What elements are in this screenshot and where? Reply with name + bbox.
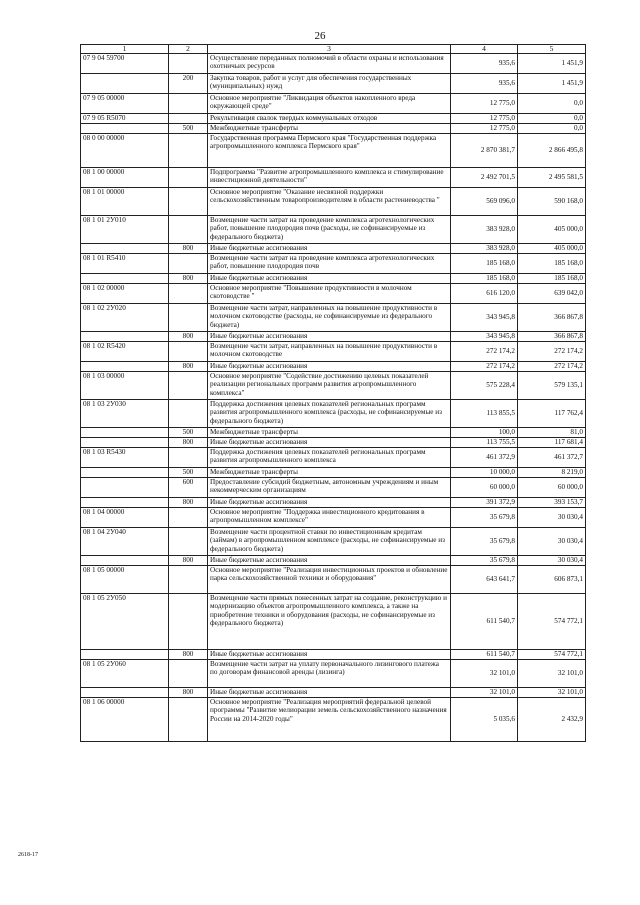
type-cell: [169, 114, 208, 124]
value-2019-cell: 117 681,4: [518, 438, 586, 448]
table-row: [81, 438, 586, 448]
type-cell: [169, 168, 208, 188]
type-cell: [169, 94, 208, 114]
value-2018-cell: 2 492 701,5: [451, 168, 518, 188]
type-cell: [169, 188, 208, 216]
name-cell: Основное мероприятие "Оказание несвязной поддержки сельскохозяйственным товаропроизводителям в области растениеводства ": [208, 188, 451, 216]
type-cell: [169, 304, 208, 332]
name-cell: Межбюджетные трансферты: [208, 468, 451, 478]
value-2019-cell: 32 101,0: [518, 688, 586, 698]
type-cell: 800: [169, 688, 208, 698]
type-cell: 800: [169, 362, 208, 372]
table-row: [81, 508, 586, 528]
header-cell-4: 4: [451, 45, 518, 54]
table-row: [81, 332, 586, 342]
value-2019-cell: 393 153,7: [518, 498, 586, 508]
type-cell: 800: [169, 438, 208, 448]
value-2018-cell: 32 101,0: [451, 660, 518, 688]
code-cell: [81, 556, 169, 566]
value-2019-cell: 2 495 581,5: [518, 168, 586, 188]
code-cell: 08 1 01 2У010: [81, 216, 169, 244]
type-cell: 800: [169, 274, 208, 284]
value-2018-cell: 383 928,0: [451, 244, 518, 254]
table-row: [81, 188, 586, 216]
type-cell: [169, 528, 208, 556]
code-cell: 08 1 03 2У030: [81, 400, 169, 428]
value-2019-cell: 0,0: [518, 94, 586, 114]
code-cell: [81, 244, 169, 254]
table-row: [81, 304, 586, 332]
value-2019-cell: 574 772,1: [518, 594, 586, 650]
code-cell: 08 1 04 00000: [81, 508, 169, 528]
budget-table: [80, 44, 586, 742]
table-row: [81, 244, 586, 254]
name-cell: Поддержка достижения целевых показателей региональных программ развития агропромышленного комплекса: [208, 448, 451, 468]
table-header-row: [81, 45, 586, 54]
type-cell: [169, 216, 208, 244]
value-2019-cell: 366 867,8: [518, 332, 586, 342]
value-2019-cell: 60 000,0: [518, 478, 586, 498]
name-cell: Основное мероприятие "Поддержка инвестиционного кредитования в агропромышленном комплексе": [208, 508, 451, 528]
type-cell: 500: [169, 124, 208, 134]
value-2019-cell: 30 030,4: [518, 528, 586, 556]
type-cell: [169, 134, 208, 168]
name-cell: Рекультивация свалок твердых коммунальных отходов: [208, 114, 451, 124]
value-2019-cell: 185 168,0: [518, 254, 586, 274]
table-row: [81, 114, 586, 124]
name-cell: Иные бюджетные ассигнования: [208, 438, 451, 448]
table-row: [81, 448, 586, 468]
value-2018-cell: 343 945,8: [451, 332, 518, 342]
code-cell: [81, 274, 169, 284]
value-2019-cell: 30 030,4: [518, 508, 586, 528]
value-2019-cell: 590 168,0: [518, 188, 586, 216]
type-cell: 600: [169, 478, 208, 498]
name-cell: Иные бюджетные ассигнования: [208, 362, 451, 372]
value-2019-cell: 2 432,9: [518, 698, 586, 742]
code-cell: 07 9 05 R5070: [81, 114, 169, 124]
table-row: [81, 74, 586, 94]
name-cell: Иные бюджетные ассигнования: [208, 244, 451, 254]
type-cell: 800: [169, 498, 208, 508]
value-2018-cell: 12 775,0: [451, 124, 518, 134]
value-2019-cell: 405 000,0: [518, 244, 586, 254]
type-cell: 500: [169, 428, 208, 438]
table-row: [81, 688, 586, 698]
name-cell: Основное мероприятие "Содействие достижению целевых показателей реализации региональных программ развития агропромышленного комплекса": [208, 372, 451, 400]
name-cell: Предоставление субсидий бюджетным, автономным учреждениям и иным некоммерческим организациям: [208, 478, 451, 498]
code-cell: [81, 688, 169, 698]
type-cell: [169, 698, 208, 742]
value-2018-cell: 5 035,6: [451, 698, 518, 742]
code-cell: 07 9 05 00000: [81, 94, 169, 114]
type-cell: [169, 342, 208, 362]
code-cell: 08 1 06 00000: [81, 698, 169, 742]
value-2018-cell: 12 775,0: [451, 114, 518, 124]
name-cell: Иные бюджетные ассигнования: [208, 688, 451, 698]
value-2018-cell: 343 945,8: [451, 304, 518, 332]
value-2019-cell: 81,0: [518, 428, 586, 438]
value-2018-cell: 60 000,0: [451, 478, 518, 498]
type-cell: [169, 566, 208, 594]
type-cell: 500: [169, 468, 208, 478]
value-2018-cell: 643 641,7: [451, 566, 518, 594]
name-cell: Возмещение части затрат, направленных на повышение продуктивности в молочном скотоводстве (расходы, не софинансируемые из федерального бюджета): [208, 304, 451, 332]
value-2018-cell: 272 174,2: [451, 362, 518, 372]
value-2018-cell: 10 000,0: [451, 468, 518, 478]
value-2019-cell: 272 174,2: [518, 342, 586, 362]
value-2019-cell: 579 135,1: [518, 372, 586, 400]
value-2018-cell: 113 755,5: [451, 438, 518, 448]
table-row: [81, 274, 586, 284]
name-cell: Межбюджетные трансферты: [208, 428, 451, 438]
table-row: [81, 468, 586, 478]
value-2018-cell: 35 679,8: [451, 508, 518, 528]
value-2019-cell: 366 867,8: [518, 304, 586, 332]
type-cell: [169, 508, 208, 528]
table-row: [81, 372, 586, 400]
code-cell: 08 1 05 2У050: [81, 594, 169, 650]
table-row: [81, 254, 586, 274]
table-row: [81, 660, 586, 688]
type-cell: [169, 372, 208, 400]
name-cell: Поддержка достижения целевых показателей региональных программ развития агропромышленного комплекса (расходы, не софинансируемые из федерального бюджета): [208, 400, 451, 428]
table-row: [81, 400, 586, 428]
code-cell: 08 1 05 00000: [81, 566, 169, 594]
code-cell: [81, 428, 169, 438]
header-cell-5: 5: [518, 45, 586, 54]
type-cell: [169, 448, 208, 468]
name-cell: Иные бюджетные ассигнования: [208, 332, 451, 342]
header-cell-2: 2: [169, 45, 208, 54]
name-cell: Возмещение части затрат, направленных на повышение продуктивности в молочном скотоводстве: [208, 342, 451, 362]
code-cell: [81, 478, 169, 498]
name-cell: Иные бюджетные ассигнования: [208, 650, 451, 660]
value-2019-cell: 30 030,4: [518, 556, 586, 566]
name-cell: Подпрограмма "Развитие агропромышленного комплекса и стимулирование инвестиционной деятельности": [208, 168, 451, 188]
code-cell: 08 1 00 00000: [81, 168, 169, 188]
header-cell-3: 3: [208, 45, 451, 54]
value-2019-cell: 461 372,7: [518, 448, 586, 468]
table-row: [81, 428, 586, 438]
code-cell: [81, 124, 169, 134]
name-cell: Осуществление переданных полномочий в области охраны и использования охотничьих ресурсов: [208, 54, 451, 74]
name-cell: Возмещение части затрат на проведение комплекса агротехнологических работ, повышение плодородия почв: [208, 254, 451, 274]
footer-code: 2618-17: [18, 852, 38, 858]
value-2018-cell: 100,0: [451, 428, 518, 438]
value-2018-cell: 611 540,7: [451, 594, 518, 650]
header-cell-1: 1: [81, 45, 169, 54]
code-cell: 08 0 00 00000: [81, 134, 169, 168]
table-row: [81, 54, 586, 74]
code-cell: 08 1 05 2У060: [81, 660, 169, 688]
type-cell: [169, 254, 208, 274]
code-cell: [81, 498, 169, 508]
value-2019-cell: 639 042,0: [518, 284, 586, 304]
value-2018-cell: 611 540,7: [451, 650, 518, 660]
code-cell: [81, 468, 169, 478]
value-2019-cell: 272 174,2: [518, 362, 586, 372]
value-2018-cell: 185 168,0: [451, 274, 518, 284]
name-cell: Основное мероприятие "Реализация инвестиционных проектов и обновление парка сельскохозяйственной техники и оборудования": [208, 566, 451, 594]
type-cell: [169, 284, 208, 304]
table-row: [81, 650, 586, 660]
table-row: [81, 216, 586, 244]
value-2019-cell: 32 101,0: [518, 660, 586, 688]
code-cell: 08 1 03 R5430: [81, 448, 169, 468]
name-cell: Возмещение части процентной ставки по инвестиционным кредитам (займам) в агропромышленном комплексе (расходы, не софинансируемые из федерального бюджета): [208, 528, 451, 556]
type-cell: [169, 660, 208, 688]
value-2018-cell: 35 679,8: [451, 528, 518, 556]
table-row: [81, 556, 586, 566]
code-cell: 08 1 02 00000: [81, 284, 169, 304]
value-2018-cell: 32 101,0: [451, 688, 518, 698]
table-row: [81, 594, 586, 650]
type-cell: [169, 400, 208, 428]
code-cell: 08 1 02 R5420: [81, 342, 169, 362]
code-cell: 08 1 03 00000: [81, 372, 169, 400]
code-cell: [81, 362, 169, 372]
table-row: [81, 342, 586, 362]
value-2018-cell: 935,6: [451, 54, 518, 74]
type-cell: 200: [169, 74, 208, 94]
name-cell: Иные бюджетные ассигнования: [208, 556, 451, 566]
code-cell: [81, 438, 169, 448]
name-cell: Основное мероприятие "Ликвидация объектов накопленного вреда окружающей среде": [208, 94, 451, 114]
page-number: 26: [314, 30, 326, 42]
name-cell: Возмещение части затрат на уплату первоначального лизингового платежа по договорам финансовой аренды (лизинга): [208, 660, 451, 688]
type-cell: 800: [169, 332, 208, 342]
value-2018-cell: 113 855,5: [451, 400, 518, 428]
table-row: [81, 168, 586, 188]
name-cell: Иные бюджетные ассигнования: [208, 274, 451, 284]
value-2018-cell: 2 870 381,7: [451, 134, 518, 168]
value-2018-cell: 383 928,0: [451, 216, 518, 244]
table-row: [81, 528, 586, 556]
value-2018-cell: 569 096,0: [451, 188, 518, 216]
type-cell: 800: [169, 556, 208, 566]
value-2018-cell: 272 174,2: [451, 342, 518, 362]
type-cell: [169, 594, 208, 650]
value-2019-cell: 574 772,1: [518, 650, 586, 660]
code-cell: [81, 650, 169, 660]
name-cell: Возмещение части прямых понесенных затрат на создание, реконструкцию и модернизацию объектов агропромышленного комплекса, а также на приобретение техники и оборудования (расходы, не софинансируемые из федерального бюджета): [208, 594, 451, 650]
code-cell: 08 1 01 00000: [81, 188, 169, 216]
type-cell: 800: [169, 244, 208, 254]
table-row: [81, 566, 586, 594]
table-row: [81, 362, 586, 372]
name-cell: Возмещение части затрат на проведение комплекса агротехнологических работ, повышение плодородия почв (расходы, не софинансируемые из федерального бюджета): [208, 216, 451, 244]
value-2018-cell: 35 679,8: [451, 556, 518, 566]
value-2018-cell: 575 228,4: [451, 372, 518, 400]
value-2018-cell: 185 168,0: [451, 254, 518, 274]
value-2019-cell: 0,0: [518, 114, 586, 124]
table-row: [81, 284, 586, 304]
value-2019-cell: 2 866 495,8: [518, 134, 586, 168]
type-cell: [169, 54, 208, 74]
value-2018-cell: 616 120,0: [451, 284, 518, 304]
name-cell: Иные бюджетные ассигнования: [208, 498, 451, 508]
value-2019-cell: 606 873,1: [518, 566, 586, 594]
table-row: [81, 94, 586, 114]
code-cell: 08 1 04 2У040: [81, 528, 169, 556]
code-cell: [81, 74, 169, 94]
value-2018-cell: 12 775,0: [451, 94, 518, 114]
value-2018-cell: 935,6: [451, 74, 518, 94]
code-cell: 08 1 02 2У020: [81, 304, 169, 332]
name-cell: Закупка товаров, работ и услуг для обеспечения государственных (муниципальных) нужд: [208, 74, 451, 94]
value-2019-cell: 1 451,9: [518, 54, 586, 74]
table-row: [81, 498, 586, 508]
value-2019-cell: 405 000,0: [518, 216, 586, 244]
table-row: [81, 698, 586, 742]
value-2019-cell: 1 451,9: [518, 74, 586, 94]
value-2019-cell: 0,0: [518, 124, 586, 134]
value-2019-cell: 117 762,4: [518, 400, 586, 428]
type-cell: 800: [169, 650, 208, 660]
name-cell: Основное мероприятие "Повышение продуктивности в молочном скотоводстве ": [208, 284, 451, 304]
code-cell: [81, 332, 169, 342]
table-row: [81, 134, 586, 168]
code-cell: 08 1 01 R5410: [81, 254, 169, 274]
table-row: [81, 124, 586, 134]
value-2019-cell: 8 219,0: [518, 468, 586, 478]
value-2019-cell: 185 168,0: [518, 274, 586, 284]
table-row: [81, 478, 586, 498]
name-cell: Государственная программа Пермского края "Государственная поддержка агропромышленного комплекса Пермского края": [208, 134, 451, 168]
name-cell: Межбюджетные трансферты: [208, 124, 451, 134]
value-2018-cell: 391 372,9: [451, 498, 518, 508]
code-cell: 07 9 04 59700: [81, 54, 169, 74]
name-cell: Основное мероприятие "Реализация мероприятий федеральной целевой программы "Развитие мелиорации земель сельскохозяйственного назначения России на 2014-2020 годы": [208, 698, 451, 742]
value-2018-cell: 461 372,9: [451, 448, 518, 468]
